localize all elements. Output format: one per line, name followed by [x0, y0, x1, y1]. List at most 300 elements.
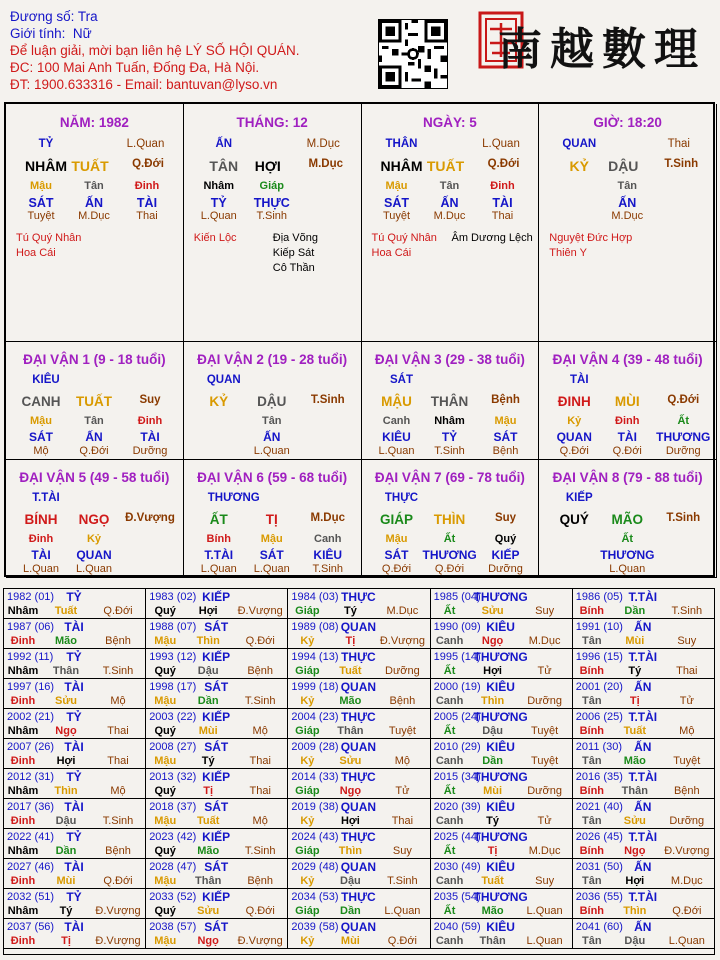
year-ten-god: T.TÀI [628, 830, 658, 844]
year-label: 1997 (16) [7, 681, 55, 693]
year-branch: Tý [628, 665, 642, 677]
luck-hidden-h3: Dưỡng [132, 445, 168, 457]
year-stage: Đ.Vượng [95, 905, 141, 917]
year-ten-god: KIÊU [486, 800, 515, 814]
pillar-hidden-h2: TÀI [136, 196, 158, 210]
year-cell [146, 919, 288, 949]
year-cell [573, 649, 715, 679]
luck-top-god: KIÊU [32, 374, 60, 386]
year-stem: Nhâm [7, 845, 39, 857]
luck-main: TUẤT [76, 394, 112, 409]
year-stage: Mộ [252, 815, 268, 827]
year-label: 2006 (25) [575, 711, 623, 723]
year-cell [4, 889, 146, 919]
owner-name: Đương số: Tra [10, 9, 98, 24]
pillar-cell [184, 104, 362, 342]
luck-main: T.Sinh [666, 512, 701, 524]
year-branch: Hợi [483, 665, 502, 677]
luck-title: ĐẠI VẬN 4 (39 - 48 tuổi) [552, 352, 703, 367]
luck-hidden-h1: Mậu [30, 415, 52, 427]
pillar-star: Địa Võng [272, 232, 319, 244]
year-label: 1990 (09) [433, 621, 481, 633]
year-stage: Suy [392, 845, 412, 857]
luck-cell [362, 342, 540, 460]
year-stage: M.Dục [528, 845, 561, 857]
luck-main: Suy [139, 394, 161, 406]
year-label: 1986 (05) [575, 591, 623, 603]
luck-hidden-h1: Mậu [260, 533, 283, 545]
year-label: 1999 (18) [291, 681, 339, 693]
luck-title: ĐẠI VẬN 2 (19 - 28 tuổi) [197, 352, 348, 367]
year-branch: Mão [339, 695, 362, 707]
luck-hidden-h2: TÀI [617, 430, 637, 444]
year-stage: Thai [107, 725, 129, 737]
pillar-hidden-h2: TỶ [210, 196, 227, 210]
year-branch: Tý [343, 605, 357, 617]
luck-hidden-h3: Q.Đới [612, 445, 642, 457]
year-cell [288, 889, 430, 919]
year-cell [431, 859, 573, 889]
pillar-main: TUẤT [71, 158, 109, 174]
year-cell [288, 649, 430, 679]
year-label: 1989 (08) [291, 621, 339, 633]
year-ten-god: TÀI [64, 800, 84, 814]
year-label: 2013 (32) [149, 771, 197, 783]
year-branch: Thìn [196, 635, 220, 647]
year-stage: Q.Đới [245, 905, 275, 917]
year-stem: Giáp [295, 725, 320, 737]
year-label: 2035 (54) [433, 891, 481, 903]
year-cell [431, 739, 573, 769]
year-cell [288, 829, 430, 859]
year-stage: Bệnh [247, 665, 274, 677]
year-label: 2001 (20) [575, 681, 623, 693]
year-stage: Tuyệt [673, 755, 701, 767]
year-branch: Mão [623, 755, 646, 767]
pillar-star: Kiếp Sát [272, 247, 315, 259]
year-cell [573, 709, 715, 739]
year-label: 2017 (36) [7, 801, 55, 813]
year-branch: Dậu [55, 815, 77, 827]
year-stage: Mộ [110, 785, 126, 797]
year-stem: Đinh [10, 695, 36, 707]
year-cell [4, 589, 146, 619]
year-cell [4, 619, 146, 649]
year-cell [288, 799, 430, 829]
year-branch: Tuất [339, 665, 362, 677]
year-stage: T.Sinh [244, 695, 276, 707]
year-cell [4, 799, 146, 829]
luck-hidden-h3: Mộ [33, 445, 49, 457]
year-stem: Tân [582, 875, 602, 887]
year-stem: Bính [579, 845, 605, 857]
year-cell [431, 709, 573, 739]
logo-text: 南越數理 [498, 24, 706, 75]
year-ten-god: KIÊU [486, 860, 515, 874]
pillar-hidden-h3: L.Quan [200, 210, 237, 222]
luck-hidden-h2: TÀI [31, 548, 51, 562]
year-cell [573, 799, 715, 829]
year-label: 2026 (45) [575, 831, 623, 843]
year-label: 2040 (59) [433, 921, 481, 933]
pillar-main: HỢI [254, 158, 281, 174]
year-branch: Sửu [623, 815, 646, 827]
year-stage: T.Sinh [102, 665, 134, 677]
year-stem: Bính [579, 905, 605, 917]
year-stage: Tử [395, 785, 410, 797]
year-ten-god: TÀI [64, 740, 84, 754]
header [10, 8, 299, 93]
year-cell [573, 859, 715, 889]
year-label: 2016 (35) [575, 771, 623, 783]
luck-hidden-h2: THƯƠNG [656, 430, 711, 444]
luck-hidden-h2: THƯƠNG [422, 548, 477, 562]
year-stage: Q.Đới [245, 635, 275, 647]
luck-hidden-h2: TÀI [140, 430, 160, 444]
year-ten-god: T.TÀI [628, 770, 658, 784]
luck-hidden-h1: Đinh [137, 415, 163, 427]
luck-main: BÍNH [24, 512, 58, 527]
year-ten-god: ẤN [634, 920, 652, 934]
year-label: 2023 (42) [149, 831, 197, 843]
pillar-main: NHÂM [25, 158, 67, 174]
year-cell [431, 679, 573, 709]
year-stem: Tân [582, 815, 602, 827]
year-stem: Bính [579, 725, 605, 737]
qr-code-icon [378, 19, 448, 89]
year-ten-god: T.TÀI [628, 890, 658, 904]
year-stem: Ất [443, 605, 456, 617]
year-branch: Tuất [481, 875, 504, 887]
year-stem: Kỷ [300, 695, 315, 707]
pillar-hidden-h1: Tân [84, 180, 104, 192]
pillar-hidden-h3: Thai [491, 210, 514, 222]
year-ten-god: QUAN [340, 920, 377, 934]
year-stage: Tử [537, 665, 552, 677]
year-cell [4, 739, 146, 769]
luck-hidden-h3: Q.Đới [79, 445, 109, 457]
year-ten-god: ẤN [634, 620, 652, 634]
year-label: 2014 (33) [291, 771, 339, 783]
year-branch: Thân [52, 665, 80, 677]
year-stage: Bệnh [673, 785, 700, 797]
year-ten-god: SÁT [204, 680, 229, 694]
luck-hidden-h2: KIÊU [382, 430, 411, 444]
luck-hidden-h3: L.Quan [378, 445, 415, 457]
year-cell [573, 889, 715, 919]
year-label: 1983 (02) [149, 591, 197, 603]
luck-hidden-h3: Q.Đới [559, 445, 589, 457]
pillar-top-right: M.Dục [306, 138, 340, 150]
year-stem: Kỷ [300, 755, 315, 767]
year-stage: L.Quan [668, 935, 705, 947]
year-branch: Tuất [54, 605, 78, 617]
luck-hidden-h1: Quý [494, 533, 517, 545]
year-branch: Dậu [340, 875, 361, 887]
year-branch: Tý [59, 905, 73, 917]
year-stem: Quý [154, 845, 176, 857]
luck-hidden-h3: Dưỡng [488, 563, 523, 575]
luck-hidden-h1: Ất [677, 415, 690, 427]
year-label: 2010 (29) [433, 741, 481, 753]
year-cell [573, 829, 715, 859]
year-branch: Sửu [339, 755, 362, 767]
year-stage: Đ.Vượng [379, 635, 425, 647]
year-stage: M.Dục [386, 605, 419, 617]
year-stage: Thai [107, 755, 129, 767]
year-cell [146, 799, 288, 829]
pillar-main: T.Sinh [664, 158, 699, 170]
year-ten-god: THỰC [341, 830, 376, 844]
year-cell [573, 619, 715, 649]
year-branch: Mùi [56, 875, 76, 887]
year-cell [288, 919, 430, 949]
luck-top-god: T.TÀI [32, 492, 60, 504]
luck-hidden-h1: Nhâm [434, 415, 465, 427]
year-cell [146, 649, 288, 679]
year-cell [573, 919, 715, 949]
year-cell [431, 829, 573, 859]
year-ten-god: THỰC [341, 650, 376, 664]
luck-cell [184, 342, 362, 460]
year-branch: Hợi [198, 605, 218, 617]
luck-hidden-h3: T.Sinh [312, 563, 344, 575]
year-branch: Tị [629, 695, 640, 707]
year-branch: Dần [197, 695, 219, 707]
year-ten-god: SÁT [204, 920, 229, 934]
luck-main: KỶ [209, 394, 229, 409]
year-ten-god: THỰC [341, 590, 376, 604]
year-label: 2005 (24) [433, 711, 481, 723]
year-ten-god: THỰC [341, 710, 376, 724]
year-branch: Mão [197, 845, 220, 857]
year-ten-god: TỶ [66, 770, 82, 784]
luck-top-god: KIẾP [565, 492, 593, 504]
luck-main: TỊ [265, 512, 278, 527]
luck-title: ĐẠI VẬN 3 (29 - 38 tuổi) [374, 352, 525, 367]
year-ten-god: T.TÀI [628, 590, 658, 604]
year-stage: L.Quan [526, 905, 563, 917]
luck-hidden-h1: Mậu [385, 533, 408, 545]
year-branch: Ngọ [55, 725, 77, 737]
year-stem: Kỷ [300, 935, 315, 947]
year-stem: Canh [435, 875, 464, 887]
year-label: 2008 (27) [149, 741, 197, 753]
year-stem: Mậu [154, 815, 177, 827]
pillar-top-right: Thai [667, 138, 690, 150]
pillar-hidden-h2: THỰC [253, 196, 290, 210]
year-cell [431, 619, 573, 649]
year-cell [431, 799, 573, 829]
luck-main: QUÝ [559, 512, 589, 527]
luck-hidden-h1: Tân [84, 415, 104, 427]
pillar-main: DẬU [608, 158, 639, 174]
pillar-hidden-h2: SÁT [384, 196, 409, 210]
year-cell [288, 859, 430, 889]
year-stage: L.Quan [384, 905, 421, 917]
year-cell [4, 769, 146, 799]
year-label: 2028 (47) [149, 861, 197, 873]
year-label: 2027 (46) [7, 861, 55, 873]
year-stem: Kỷ [300, 815, 315, 827]
year-stem: Đinh [10, 635, 36, 647]
pillar-top-left: THÂN [385, 138, 418, 150]
year-stem: Giáp [295, 905, 320, 917]
year-stage: Đ.Vượng [237, 605, 283, 617]
year-cell [288, 679, 430, 709]
year-stem: Giáp [295, 665, 320, 677]
year-ten-god: ẤN [634, 860, 652, 874]
year-stem: Quý [154, 605, 176, 617]
year-branch: Dần [55, 845, 77, 857]
luck-hidden-h3: L.Quan [22, 563, 60, 575]
year-stem: Bính [579, 785, 605, 797]
year-stage: M.Dục [528, 635, 561, 647]
year-branch: Mùi [340, 935, 360, 947]
luck-hidden-h2: TỶ [441, 430, 458, 444]
year-cell [431, 919, 573, 949]
year-stage: Dưỡng [669, 815, 705, 827]
pillar-hidden-h1: Mậu [385, 180, 408, 192]
luck-hidden-h1: Canh [382, 415, 411, 427]
pillar-main: NHÂM [380, 158, 423, 174]
year-cell [4, 919, 146, 949]
year-stage: Suy [535, 605, 555, 617]
year-stage: Thai [391, 815, 414, 827]
pillar-hidden-h1: Nhâm [203, 180, 235, 192]
luck-hidden-h2: QUAN [556, 430, 592, 444]
pillar-hidden-h1: Đinh [134, 180, 160, 192]
year-label: 1993 (12) [149, 651, 197, 663]
luck-main: THÌN [433, 512, 466, 527]
pillar-main: Q.Đới [132, 158, 164, 170]
pillar-star: Kiến Lộc [193, 232, 237, 244]
year-stem: Ất [443, 725, 456, 737]
luck-top-god: SÁT [390, 374, 413, 386]
year-label: 2041 (60) [575, 921, 623, 933]
year-label: 2030 (49) [433, 861, 481, 873]
year-cell [146, 589, 288, 619]
luck-main: Suy [494, 512, 517, 524]
year-ten-god: TÀI [64, 920, 84, 934]
luck-cell [6, 460, 184, 578]
luck-top-god: QUAN [206, 374, 241, 386]
year-cell [4, 859, 146, 889]
year-ten-god: TÀI [64, 860, 84, 874]
year-ten-god: TỶ [66, 650, 82, 664]
pillar-title: GIỜ: 18:20 [593, 115, 662, 130]
year-stem: Giáp [295, 785, 320, 797]
year-stem: Tân [582, 635, 602, 647]
year-stem: Nhâm [7, 725, 39, 737]
year-label: 1994 (13) [291, 651, 339, 663]
year-stage: Mộ [394, 755, 411, 767]
pillar-star: Nguyệt Đức Hợp [549, 232, 633, 244]
year-stem: Đinh [10, 935, 36, 947]
year-branch: Mùi [483, 785, 503, 797]
year-ten-god: KIẾP [202, 890, 231, 904]
pillar-top-right: L.Quan [126, 138, 165, 150]
luck-hidden-h1: Tân [261, 415, 282, 427]
year-stem: Ất [443, 665, 456, 677]
year-ten-god: QUAN [340, 860, 377, 874]
year-stem: Canh [435, 935, 464, 947]
year-label: 1992 (11) [7, 651, 54, 663]
year-ten-god: THƯƠNG [473, 890, 528, 904]
year-label: 1995 (14) [433, 651, 481, 663]
year-ten-god: KIẾP [202, 650, 231, 664]
luck-hidden-h1: Kỷ [567, 415, 582, 427]
year-stage: Q.Đới [672, 905, 702, 917]
year-ten-god: TỶ [66, 890, 82, 904]
pillar-title: THÁNG: 12 [236, 115, 308, 130]
luck-title: ĐẠI VẬN 1 (9 - 18 tuổi) [23, 352, 166, 367]
year-stem: Tân [582, 935, 602, 947]
year-stage: Mộ [252, 725, 268, 737]
year-stage: Thai [249, 755, 271, 767]
year-branch: Tị [203, 785, 214, 797]
luck-hidden-h2: SÁT [29, 430, 53, 444]
year-branch: Tý [201, 755, 215, 767]
year-stem: Ất [443, 905, 456, 917]
pillar-hidden-h2: ẤN [84, 196, 104, 210]
year-stem: Mậu [154, 635, 177, 647]
luck-hidden-h1: Ất [443, 533, 456, 545]
year-branch: Mùi [198, 725, 218, 737]
year-ten-god: KIÊU [486, 680, 515, 694]
year-branch: Dậu [624, 935, 646, 947]
year-stem: Bính [579, 665, 605, 677]
luck-main: Bệnh [491, 394, 520, 406]
year-stem: Giáp [295, 845, 320, 857]
year-branch: Thân [621, 785, 648, 797]
pillar-hidden-h3: T.Sinh [256, 210, 288, 222]
year-ten-god: SÁT [204, 740, 229, 754]
pillar-star: Âm Dương Lệch [451, 232, 533, 244]
year-branch: Tị [487, 845, 498, 857]
year-label: 2012 (31) [7, 771, 55, 783]
luck-hidden-h2: SÁT [259, 548, 284, 562]
year-branch: Mão [481, 905, 504, 917]
year-stem: Nhâm [7, 785, 39, 797]
year-cell [288, 769, 430, 799]
luck-main: Đ.Vượng [125, 512, 175, 524]
year-branch: Sửu [197, 905, 220, 917]
year-cell [146, 769, 288, 799]
luck-main: M.Dục [310, 512, 345, 524]
year-stem: Đinh [10, 755, 36, 767]
year-stage: Dưỡng [527, 785, 562, 797]
pillar-star: Hoa Cái [371, 247, 412, 259]
year-ten-god: THỰC [341, 770, 376, 784]
year-ten-god: QUAN [340, 680, 377, 694]
year-label: 1985 (04) [433, 591, 481, 603]
luck-hidden-h2: SÁT [493, 430, 518, 444]
year-cell [431, 769, 573, 799]
pillar-star: Cô Thần [272, 262, 315, 274]
pillar-hidden-h1: Tân [439, 180, 460, 192]
year-ten-god: KIÊU [486, 920, 515, 934]
year-label: 2002 (21) [7, 711, 55, 723]
year-cell [146, 859, 288, 889]
year-label: 2029 (48) [291, 861, 339, 873]
year-stage: Q.Đới [103, 875, 133, 887]
contact-invite: Để luận giải, mời bạn liên hệ LÝ SỐ HỘI QUÁN. [10, 43, 300, 58]
year-cell [146, 679, 288, 709]
year-label: 2037 (56) [7, 921, 55, 933]
pillar-cell [6, 104, 184, 342]
year-branch: Thìn [480, 695, 505, 707]
